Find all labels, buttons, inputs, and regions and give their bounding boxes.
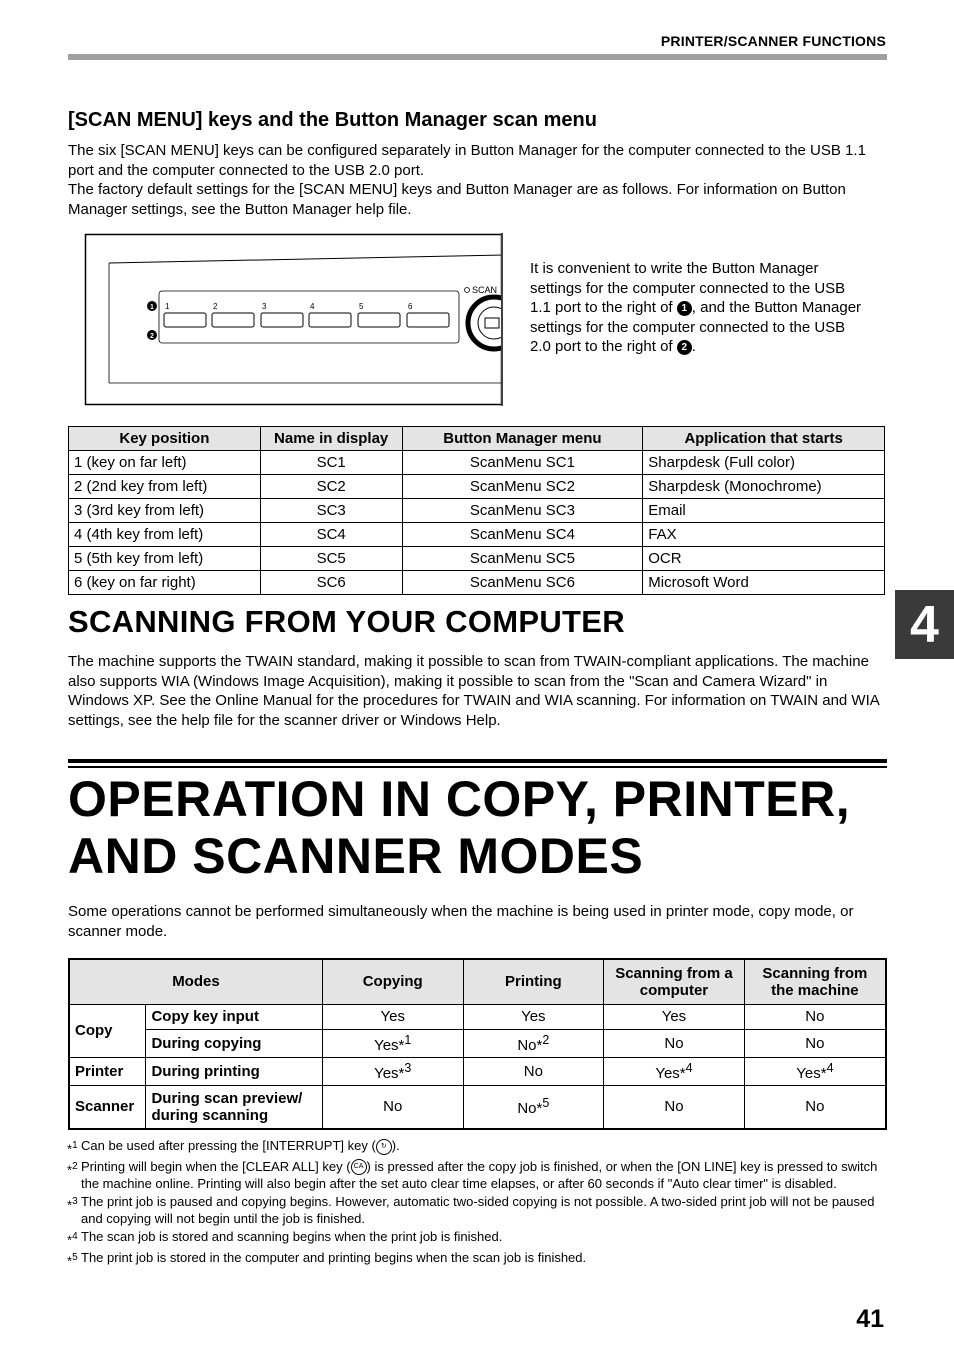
display-name-cell: SC5 <box>260 547 402 571</box>
operation-panel-figure <box>84 233 504 406</box>
footnote-ref: 4 <box>685 1060 693 1075</box>
scan-machine-cell: No <box>744 1029 886 1057</box>
table-row <box>69 547 885 571</box>
operation-title-line-2: AND SCANNER MODES <box>68 828 644 884</box>
scan-label: SCAN <box>472 285 498 295</box>
column-header: Key position <box>69 427 261 451</box>
scan-pc-cell <box>604 1057 745 1085</box>
table-header-row <box>69 427 885 451</box>
operation-para: Some operations cannot be performed simultaneously when the machine is being used in printer mode, copy mode, or scanner mode. <box>68 903 854 940</box>
panel-note-part-1: It is convenient to write the Button Manager settings for the computer connected to the USB 1.1 port to the right of <box>530 260 846 316</box>
scanning-para: The machine supports the TWAIN standard, making it possible to scan from TWAIN-compliant applications. The machine also supports WIA (Windows Image Acquisition), making it possible to scan from the "Scan and Camera Wizard" in Windows XP. See the Online Manual for the procedures for TWAIN and WIA scanning. For information on TWAIN and WIA settings, see the help file for the scanner driver or Windows Help. <box>68 653 879 729</box>
mode-label: During printing <box>146 1057 322 1085</box>
footnote-text: The print job is stored in the computer and printing begins when the scan job is finished. <box>81 1249 587 1265</box>
copying-cell: Yes <box>322 1004 463 1029</box>
table-row <box>69 499 885 523</box>
copying-cell <box>322 1029 463 1057</box>
table-row <box>69 523 885 547</box>
column-header: Printing <box>463 959 604 1004</box>
application-cell: OCR <box>643 547 885 571</box>
footnote-ref: 1 <box>404 1032 412 1047</box>
key-position-cell: 3 (3rd key from left) <box>69 499 261 523</box>
clear-all-key-icon: CA <box>351 1159 367 1175</box>
footnote-mark: 1 <box>72 1140 78 1151</box>
cell-value: No* <box>517 1036 543 1054</box>
interrupt-key-icon: ↻ <box>376 1139 392 1155</box>
cell-value: Yes* <box>374 1036 405 1054</box>
printing-cell: Yes <box>463 1004 604 1029</box>
printing-cell <box>463 1029 604 1057</box>
column-header: Application that starts <box>643 427 885 451</box>
menu-cell: ScanMenu SC3 <box>402 499 643 523</box>
application-cell: Sharpdesk (Monochrome) <box>643 475 885 499</box>
menu-cell: ScanMenu SC1 <box>402 451 643 475</box>
panel-key-number: 4 <box>310 302 315 311</box>
column-header: Modes <box>69 959 322 1004</box>
footnote: *$^2$ Printing will begin when the [CLEAR ALL] key ( CA ) is pressed after the copy job is finished, or when the [ON LINE] key is pressed to switch the machine online. Printing will also begin after the set auto clear time elapses, or after 60 seconds if "Auto clear timer" is disabled. <box>67 1158 878 1192</box>
key-position-cell: 6 (key on far right) <box>69 571 261 595</box>
column-header: Scanning from a computer <box>604 959 745 1004</box>
mode-group-scanner: Scanner <box>69 1085 146 1129</box>
printing-cell: No <box>463 1057 604 1085</box>
footnote-text: ). <box>391 1138 400 1153</box>
footnote-mark: 5 <box>72 1251 78 1263</box>
panel-note-part-2: , and the Button Manager settings for the computer connected to the USB 2.0 port to the right of <box>530 299 862 355</box>
footnote-text: The scan job is stored and scanning begins when the print job is finished. <box>81 1228 503 1244</box>
scan-pc-cell: Yes <box>604 1004 745 1029</box>
display-name-cell: SC6 <box>260 571 402 595</box>
modes-table <box>68 958 887 1130</box>
mode-label: Copy key input <box>146 1004 322 1029</box>
operation-title-line-1: OPERATION IN COPY, PRINTER, <box>68 771 851 827</box>
section-rule-thin <box>68 766 887 768</box>
footnote-mark: 3 <box>72 1195 78 1207</box>
scan-machine-cell <box>744 1057 886 1085</box>
cell-value: Yes* <box>374 1064 405 1082</box>
application-cell: Sharpdesk (Full color) <box>643 451 885 475</box>
cell-value: Yes* <box>796 1064 827 1082</box>
footnote-text: Can be used after pressing the [INTERRUPT] key ( <box>81 1138 376 1153</box>
display-name-cell: SC1 <box>260 451 402 475</box>
footnote-mark: 2 <box>72 1160 78 1172</box>
footnote-text: Printing will begin when the [CLEAR ALL] key ( <box>81 1158 351 1174</box>
scan-menu-para-2: The factory default settings for the [SCAN MENU] keys and Button Manager are as follows. For information on Button Manager settings, see the Button Manager help file. <box>68 181 846 218</box>
panel-key-number: 1 <box>165 302 170 311</box>
footnote-text: ) is pressed after the copy job is finished, or when the [ON LINE] key is pressed to switch the machine online. Printing will also begin after the set auto clear time elapses, or after 60 seconds if "Auto clear timer" is disabled. <box>81 1158 878 1192</box>
marker-1-inline: 1 <box>677 301 692 316</box>
display-name-cell: SC3 <box>260 499 402 523</box>
printing-cell <box>463 1085 604 1129</box>
footnote-ref: 4 <box>826 1060 834 1075</box>
table-row <box>69 451 885 475</box>
key-position-cell: 2 (2nd key from left) <box>69 475 261 499</box>
scan-machine-cell: No <box>744 1004 886 1029</box>
chapter-tab: 4 <box>895 590 954 659</box>
footnote: *$^3$ The print job is paused and copying begins. However, automatic two-sided copying is not possible. A two-sided print job will not be paused and copying will not begin until the job is finished. <box>67 1193 887 1228</box>
panel-note-part-3: . <box>691 338 696 355</box>
scan-pc-cell: No <box>604 1085 745 1129</box>
menu-cell: ScanMenu SC6 <box>402 571 643 595</box>
page-number: 41 <box>856 1305 884 1333</box>
cell-value: Yes* <box>655 1064 686 1082</box>
footnote-text: The print job is paused and copying begins. However, automatic two-sided copying is not possible. A two-sided print job will not be paused and copying will not begin until the job is finished. <box>81 1193 875 1227</box>
panel-key-number: 3 <box>262 302 267 311</box>
table-row <box>69 1004 886 1029</box>
table-row <box>69 1085 886 1129</box>
scan-menu-heading: [SCAN MENU] keys and the Button Manager scan menu <box>68 109 597 131</box>
footnote-ref: 3 <box>404 1060 412 1075</box>
footnote-ref: 5 <box>542 1096 550 1111</box>
copying-cell: No <box>322 1085 463 1129</box>
section-rule-thick <box>68 759 887 763</box>
application-cell: Email <box>643 499 885 523</box>
footnote-ref: 2 <box>542 1032 550 1047</box>
scan-key-table <box>68 426 885 595</box>
key-position-cell: 5 (5th key from left) <box>69 547 261 571</box>
marker-2-inline: 2 <box>677 340 692 355</box>
scan-pc-cell: No <box>604 1029 745 1057</box>
operation-title <box>68 771 850 885</box>
table-row <box>69 475 885 499</box>
mode-label: During copying <box>146 1029 322 1057</box>
scan-machine-cell: No <box>744 1085 886 1129</box>
mode-label: During scan preview/ during scanning <box>146 1085 322 1129</box>
key-position-cell: 1 (key on far left) <box>69 451 261 475</box>
panel-note <box>530 259 870 357</box>
column-header: Button Manager menu <box>402 427 643 451</box>
menu-cell: ScanMenu SC4 <box>402 523 643 547</box>
operation-panel-illustration <box>84 233 504 406</box>
footnote: *$^5$ The print job is stored in the computer and printing begins when the scan job is finished. <box>67 1249 587 1269</box>
running-header: PRINTER/SCANNER FUNCTIONS <box>660 33 886 49</box>
marker-2-label: 2 <box>150 333 154 340</box>
application-cell: Microsoft Word <box>643 571 885 595</box>
copying-cell <box>322 1057 463 1085</box>
panel-key-number: 5 <box>359 302 364 311</box>
application-cell: FAX <box>643 523 885 547</box>
display-name-cell: SC4 <box>260 523 402 547</box>
marker-1-label: 1 <box>150 304 154 311</box>
column-header: Copying <box>322 959 463 1004</box>
display-name-cell: SC2 <box>260 475 402 499</box>
menu-cell: ScanMenu SC5 <box>402 547 643 571</box>
scanning-heading: SCANNING FROM YOUR COMPUTER <box>68 604 625 639</box>
menu-cell: ScanMenu SC2 <box>402 475 643 499</box>
table-row <box>69 571 885 595</box>
panel-key-number: 2 <box>213 302 218 311</box>
mode-group-printer: Printer <box>69 1057 146 1085</box>
key-position-cell: 4 (4th key from left) <box>69 523 261 547</box>
column-header: Scanning from the machine <box>744 959 886 1004</box>
scan-menu-para-1: The six [SCAN MENU] keys can be configured separately in Button Manager for the computer connected to the USB 1.1 port and the computer connected to the USB 2.0 port. <box>68 142 866 179</box>
cell-value: No* <box>517 1100 543 1118</box>
panel-key-number: 6 <box>408 302 413 311</box>
footnote: *$^1$ Can be used after pressing the [INTERRUPT] key ( ↻ ). <box>67 1138 400 1157</box>
mode-group-copy: Copy <box>69 1004 146 1057</box>
table-header-row <box>69 959 886 1004</box>
header-rule <box>68 54 887 60</box>
footnotes <box>67 1137 887 1270</box>
footnote-mark: 4 <box>72 1230 78 1242</box>
table-row <box>69 1057 886 1085</box>
column-header: Name in display <box>260 427 402 451</box>
footnote: *$^4$ The scan job is stored and scanning begins when the print job is finished. <box>67 1228 503 1248</box>
table-row <box>69 1029 886 1057</box>
